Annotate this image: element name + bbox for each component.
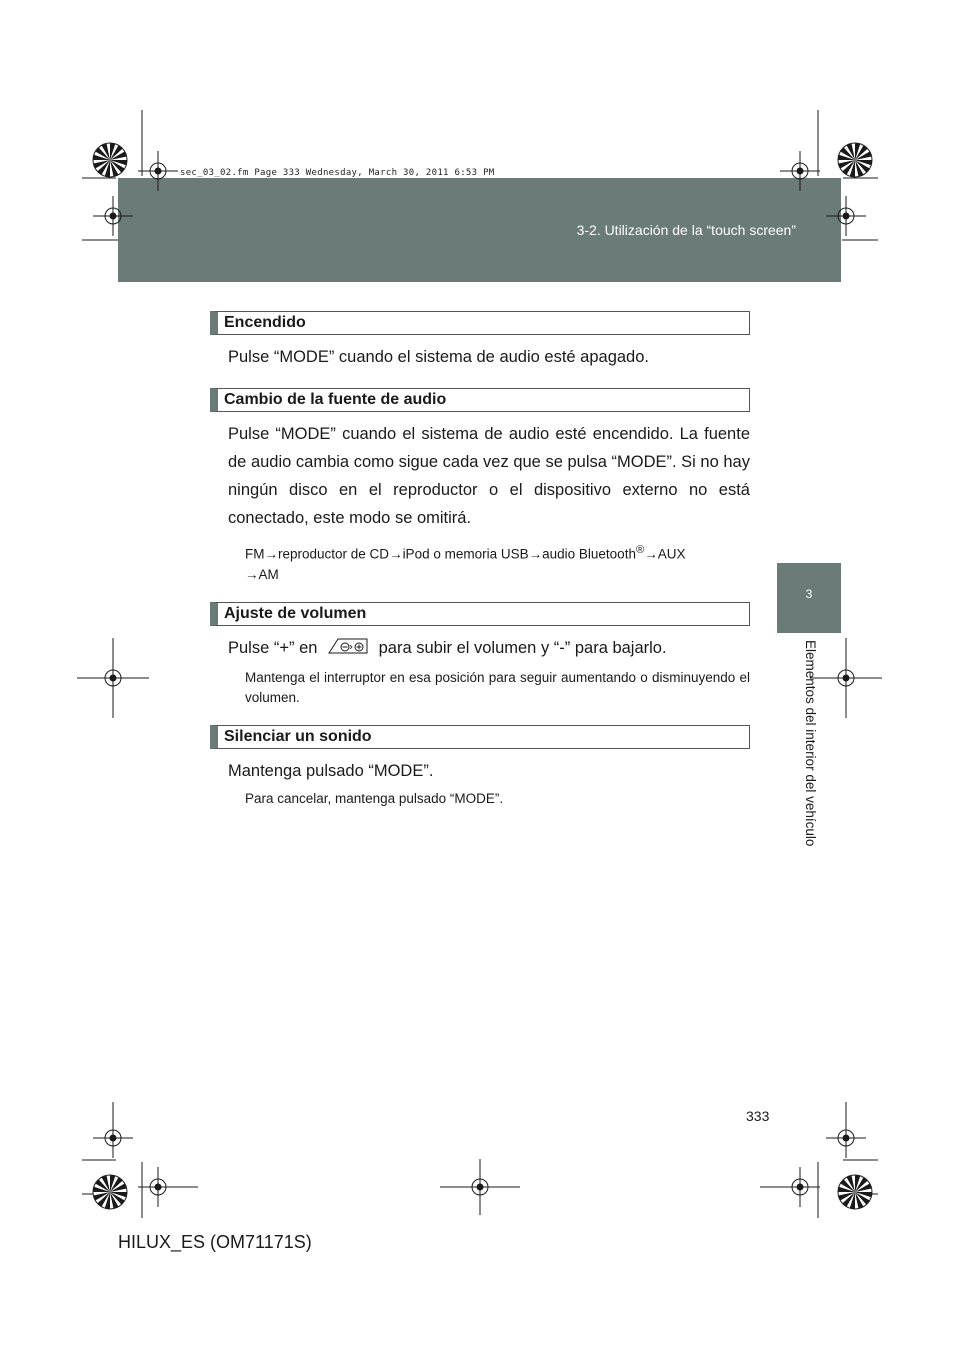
starburst-target-icon <box>93 1175 127 1209</box>
volume-text-before: Pulse “+” en <box>228 638 318 657</box>
chapter-title: 3-2. Utilización de la “touch screen” <box>576 222 796 238</box>
chapter-tab-number: 3 <box>805 587 813 601</box>
volume-text-after: para subir el volumen y “-” para bajarlo. <box>378 638 667 657</box>
arrow-icon: → <box>528 546 543 562</box>
section-note: Para cancelar, mantenga pulsado “MODE”. <box>245 790 504 806</box>
section-heading-volumen: Ajuste de volumen <box>210 602 750 626</box>
starburst-target-icon <box>838 143 872 177</box>
starburst-target-icon <box>838 1175 872 1209</box>
arrow-icon: → <box>245 566 259 582</box>
source-bluetooth: audio Bluetooth <box>542 546 636 562</box>
section-heading-silenciar: Silenciar un sonido <box>210 725 750 749</box>
section-heading-fuente: Cambio de la fuente de audio <box>210 388 750 412</box>
source-aux: AUX <box>657 546 686 562</box>
model-code: HILUX_ES (OM71171S) <box>118 1232 312 1252</box>
registered-mark: ® <box>635 544 645 556</box>
chapter-side-label: Elementos del interior del vehículo <box>803 640 818 847</box>
source-fm: FM <box>245 546 265 562</box>
section-heading-encendido: Encendido <box>210 311 750 335</box>
section-body: Pulse “MODE” cuando el sistema de audio esté apagado. <box>228 348 649 366</box>
starburst-target-icon <box>93 143 127 177</box>
arrow-icon: → <box>644 546 658 562</box>
section-body: Mantenga pulsado “MODE”. <box>228 761 434 780</box>
source-ipod-usb: iPod o memoria USB <box>402 546 529 562</box>
crosshair-marks <box>77 151 882 1215</box>
arrow-icon: → <box>389 546 403 562</box>
section-note: Mantenga el interruptor en esa posición para seguir aumentando o disminuyendo el volumen. <box>245 669 750 705</box>
source-am: AM <box>258 566 279 582</box>
page-number: 333 <box>746 1108 770 1124</box>
print-stamp: sec_03_02.fm Page 333 Wednesday, March 30, 2011 6:53 PM <box>180 168 495 178</box>
arrow-icon: → <box>264 546 278 562</box>
source-cd: reproductor de CD <box>278 546 390 562</box>
section-body: Pulse “MODE” cuando el sistema de audio esté encendido. La fuente de audio cambia como sigue cada vez que se pulsa “MODE”. Si no hay ningún disco en el reproductor o el dispositivo externo no está conectado, este modo se omitirá. <box>228 425 750 527</box>
